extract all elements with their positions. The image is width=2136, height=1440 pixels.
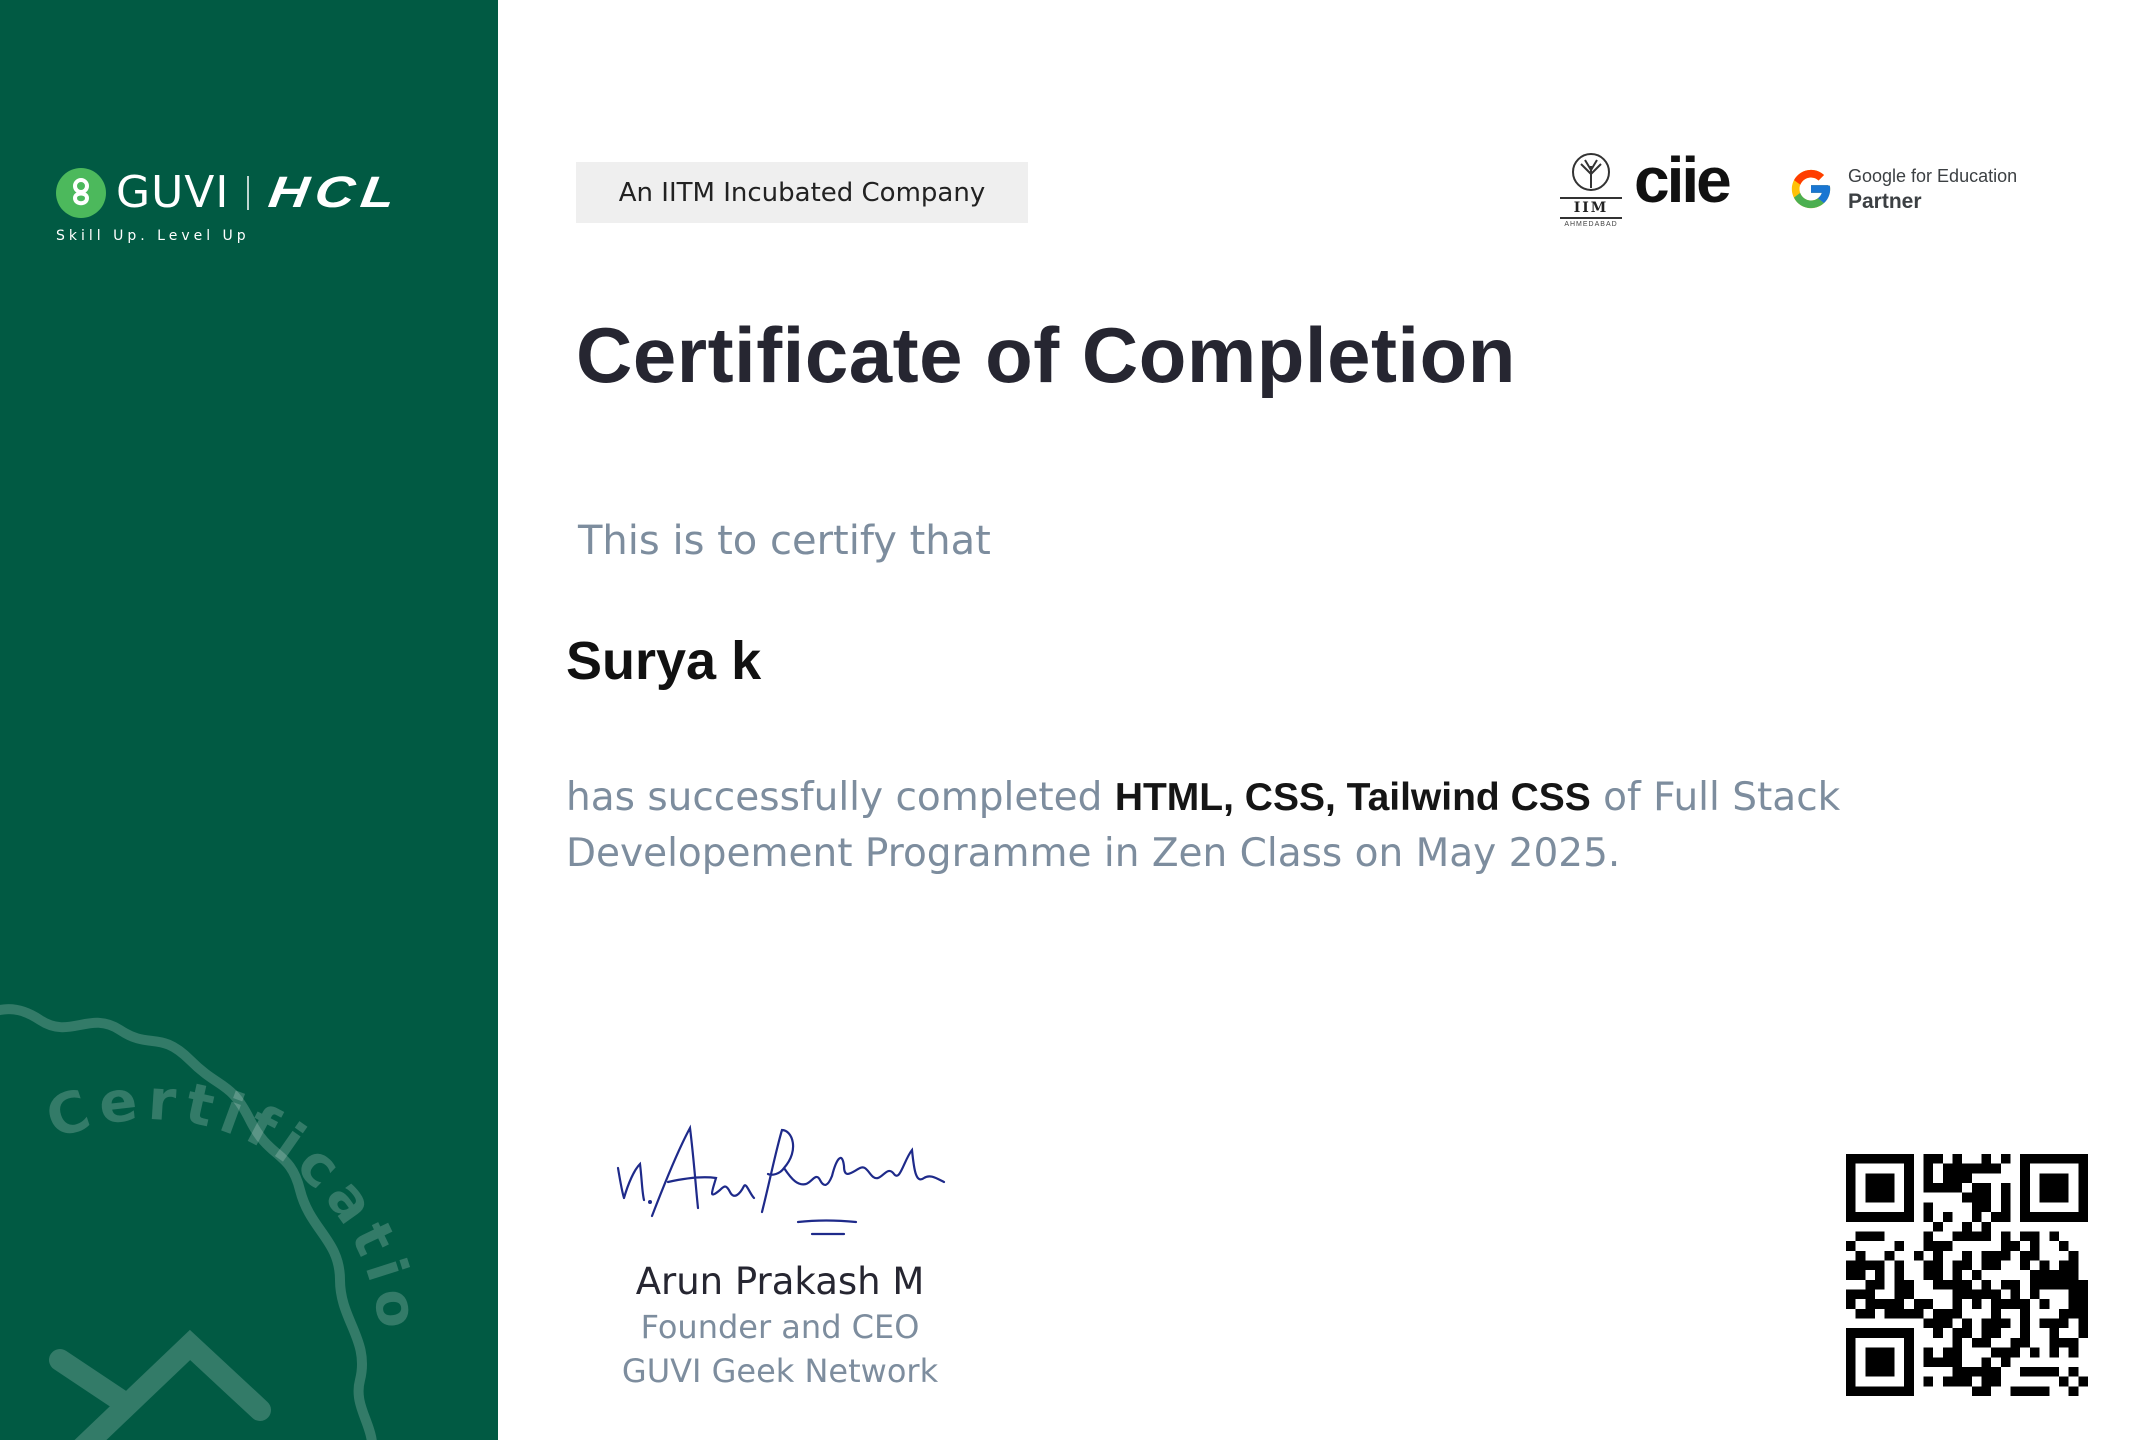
iim-city: AHMEDABAD xyxy=(1564,221,1618,228)
statement-suffix: of Full Stack Developement Programme in Zen Class on May 2025. xyxy=(566,775,1841,876)
completion-statement xyxy=(566,770,1986,882)
certify-line: This is to certify that xyxy=(578,518,991,564)
signatory-name: Arun Prakash M xyxy=(635,1260,925,1303)
partner-logos xyxy=(1560,144,2030,230)
course-name: HTML, CSS, Tailwind CSS xyxy=(1114,776,1591,819)
brand-logo xyxy=(56,167,405,244)
tree-emblem-icon xyxy=(1560,152,1622,192)
brand-sidebar xyxy=(0,0,498,1440)
statement-prefix: has successfully completed xyxy=(566,775,1115,820)
brand-tagline: Skill Up. Level Up xyxy=(56,228,250,244)
signature xyxy=(612,1120,952,1250)
signatory-organization: GUVI Geek Network xyxy=(621,1352,939,1390)
guvi-wordmark: GUVI xyxy=(116,167,230,218)
seal-text: Certificatio xyxy=(38,1067,432,1340)
certification-seal-watermark xyxy=(0,990,498,1440)
google-g-icon xyxy=(1788,166,1834,212)
hcl-wordmark: HCL xyxy=(266,168,405,217)
guvi-logo-icon xyxy=(56,168,106,218)
brand-divider xyxy=(247,176,249,210)
incubated-badge: An IITM Incubated Company xyxy=(576,162,1028,223)
recipient-name: Surya k xyxy=(566,631,762,691)
iim-name: IIM xyxy=(1560,197,1622,219)
ciie-logo: ciie xyxy=(1634,144,1729,216)
signatory-role: Founder and CEO xyxy=(640,1308,920,1346)
google-partner-label: Partner xyxy=(1848,190,1922,213)
certificate-title: Certificate of Completion xyxy=(576,311,1516,399)
google-education-label: Google for Education xyxy=(1848,166,2018,186)
verification-qr-code[interactable] xyxy=(1846,1154,2088,1396)
iim-ahmedabad-logo xyxy=(1560,152,1622,228)
